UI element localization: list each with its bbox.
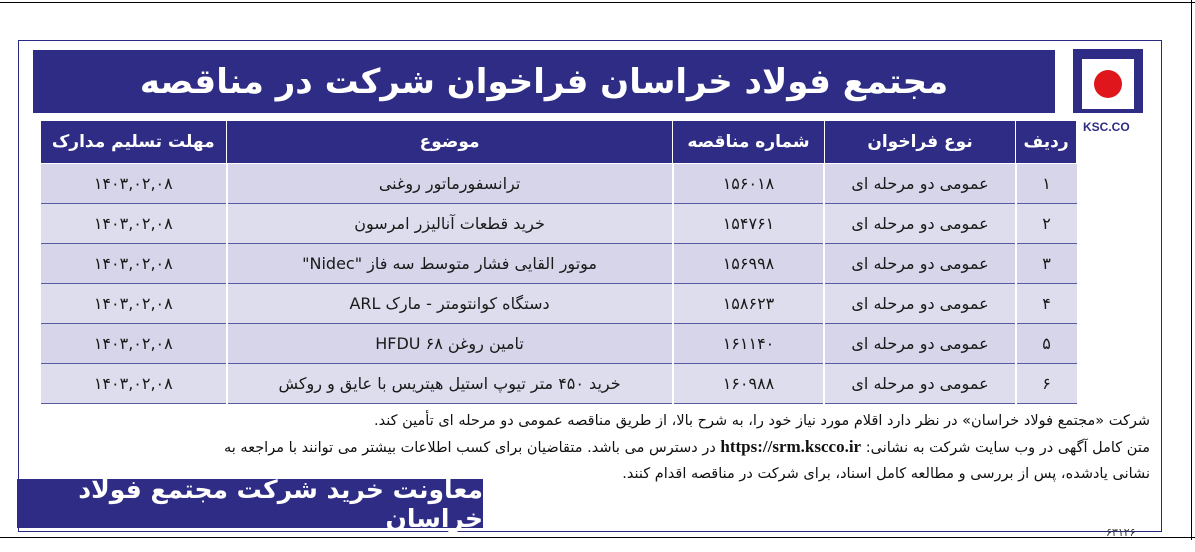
table-row xyxy=(40,164,1077,204)
cell-subject: خرید قطعات آنالیزر امرسون xyxy=(227,204,673,244)
cell-type: عمومی دو مرحله ای xyxy=(824,164,1015,204)
cell-number: ۱۵۶۹۹۸ xyxy=(673,244,825,284)
page-title: مجتمع فولاد خراسان فراخوان شرکت در مناقصه xyxy=(33,50,1055,113)
cell-subject: موتور القایی فشار متوسط سه فاز "Nidec" xyxy=(227,244,673,284)
notes-line-2-after: در دسترس می باشد. متقاضیان برای کسب اطلاعات بیشتر می توانند با مراجعه به xyxy=(224,440,716,456)
cell-row-number: ۲ xyxy=(1016,204,1077,244)
top-rule xyxy=(0,2,1195,3)
cell-deadline: ۱۴۰۳,۰۲,۰۸ xyxy=(40,284,227,324)
logo-caption: KSC.CO xyxy=(1083,120,1130,134)
table-row xyxy=(40,204,1077,244)
bottom-rule xyxy=(0,537,1195,538)
header-deadline: مهلت تسلیم مدارک xyxy=(40,121,227,164)
header-type: نوع فراخوان xyxy=(824,121,1015,164)
cell-type: عمومی دو مرحله ای xyxy=(824,364,1015,404)
table-row xyxy=(40,244,1077,284)
cell-deadline: ۱۴۰۳,۰۲,۰۸ xyxy=(40,364,227,404)
notes-line-2-before: متن کامل آگهی در وب سایت شرکت به نشانی: xyxy=(865,440,1150,456)
cell-subject: دستگاه کوانتومتر - مارک ARL xyxy=(227,284,673,324)
notes-line-1: شرکت «مجتمع فولاد خراسان» در نظر دارد اقلام مورد نیاز خود را، به شرح بالا، از طریق مناقصه عمومی دو مرحله ای تأمین کند. xyxy=(373,413,1150,429)
cell-type: عمومی دو مرحله ای xyxy=(824,204,1015,244)
ad-code: ۶۳۱۲۶ xyxy=(1106,526,1136,539)
notes-line-2 xyxy=(20,434,1150,461)
table-header-row xyxy=(40,121,1077,164)
cell-row-number: ۳ xyxy=(1016,244,1077,284)
cell-number: ۱۵۴۷۶۱ xyxy=(673,204,825,244)
table-body xyxy=(40,164,1077,404)
table-row xyxy=(40,364,1077,404)
header-number: شماره مناقصه xyxy=(673,121,825,164)
cell-row-number: ۴ xyxy=(1016,284,1077,324)
cell-deadline: ۱۴۰۳,۰۲,۰۸ xyxy=(40,204,227,244)
cell-type: عمومی دو مرحله ای xyxy=(824,284,1015,324)
company-logo xyxy=(1073,49,1143,113)
website-link[interactable]: https://srm.kscco.ir xyxy=(720,437,862,456)
cell-subject: ترانسفورماتور روغنی xyxy=(227,164,673,204)
cell-subject: خرید ۴۵۰ متر تیوپ استیل هیتریس با عایق و روکش xyxy=(227,364,673,404)
cell-number: ۱۵۸۶۲۳ xyxy=(673,284,825,324)
cell-number: ۱۶۱۱۴۰ xyxy=(673,324,825,364)
signature-banner: معاونت خرید شرکت مجتمع فولاد خراسان xyxy=(17,479,483,528)
cell-row-number: ۶ xyxy=(1016,364,1077,404)
cell-number: ۱۶۰۹۸۸ xyxy=(673,364,825,404)
cell-type: عمومی دو مرحله ای xyxy=(824,244,1015,284)
notes-line-3: نشانی یادشده، پس از بررسی و مطالعه کامل اسناد، برای شرکت در مناقصه اقدام کنند. xyxy=(622,466,1150,482)
cell-deadline: ۱۴۰۳,۰۲,۰۸ xyxy=(40,324,227,364)
header-subject: موضوع xyxy=(227,121,673,164)
cell-deadline: ۱۴۰۳,۰۲,۰۸ xyxy=(40,164,227,204)
table-row xyxy=(40,324,1077,364)
table-row xyxy=(40,284,1077,324)
header-row-number: ردیف xyxy=(1016,121,1077,164)
cell-subject: تامین روغن ۶۸ HFDU xyxy=(227,324,673,364)
logo-red-dot-icon xyxy=(1094,70,1122,98)
cell-deadline: ۱۴۰۳,۰۲,۰۸ xyxy=(40,244,227,284)
cell-row-number: ۵ xyxy=(1016,324,1077,364)
logo-inner xyxy=(1082,59,1134,109)
cell-row-number: ۱ xyxy=(1016,164,1077,204)
tender-table xyxy=(39,120,1077,404)
cell-number: ۱۵۶۰۱۸ xyxy=(673,164,825,204)
right-rule xyxy=(1191,0,1192,540)
cell-type: عمومی دو مرحله ای xyxy=(824,324,1015,364)
